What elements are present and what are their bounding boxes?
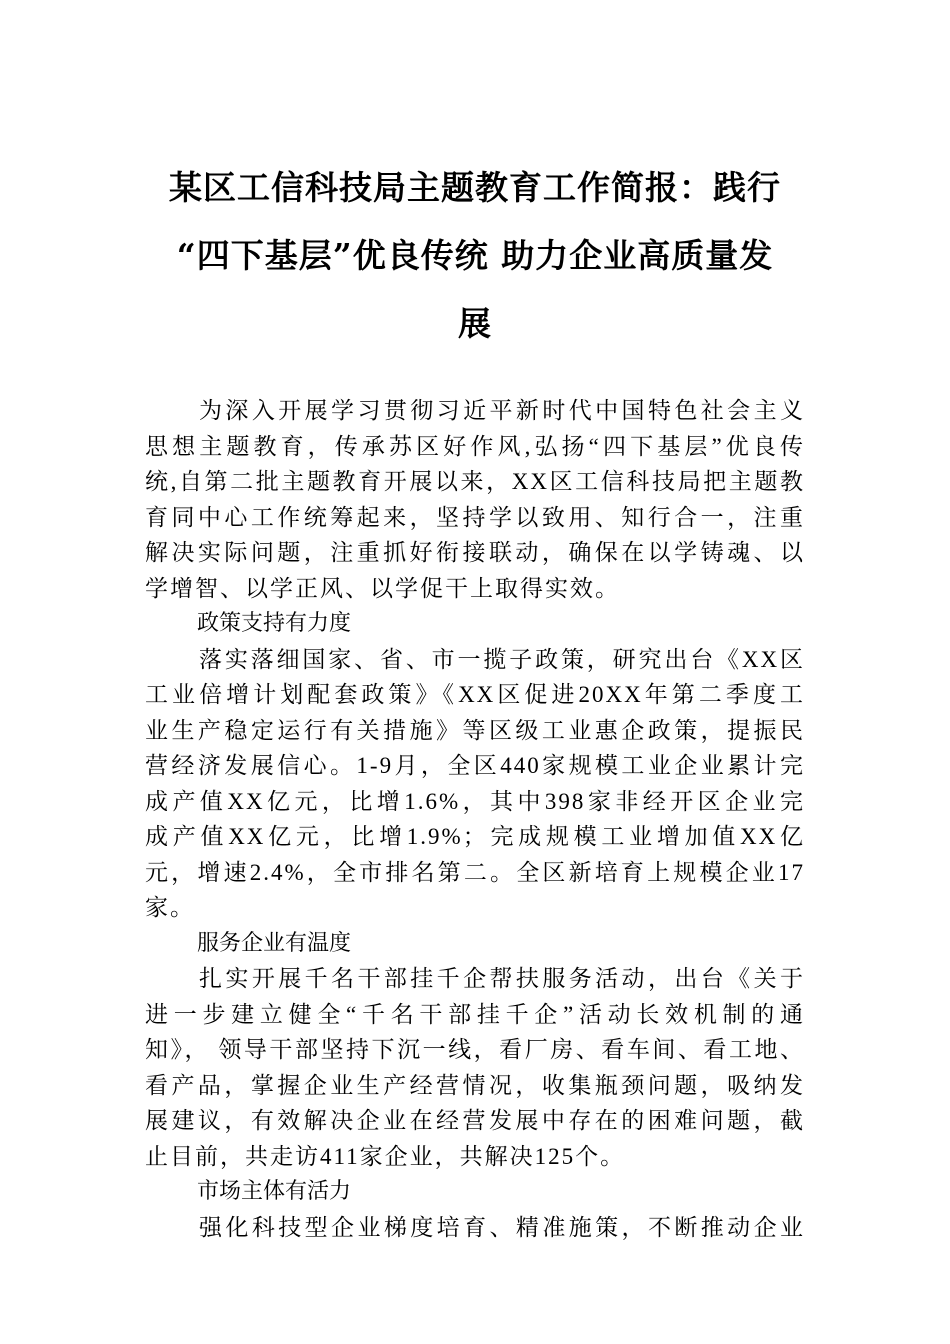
paragraph xyxy=(145,961,805,1174)
paragraph-line: 成产值XX亿元，比增1.9%；完成规模工业增加值XX亿 xyxy=(145,824,805,849)
paragraph-line: 统,自第二批主题教育开展以来，XX区工信科技局把主题教 xyxy=(145,469,805,494)
paragraph-line: 家。 xyxy=(145,895,195,920)
section-heading: 政策支持有力度 xyxy=(197,611,352,636)
paragraph xyxy=(145,393,805,606)
title-line: “四下基层”优良传统 助力企业高质量发 xyxy=(176,236,774,275)
section-heading: 服务企业有温度 xyxy=(197,930,352,956)
paragraph-line: 知》， 领导干部坚持下沉一线，看厂房、看车间、看工地、 xyxy=(145,1037,805,1062)
paragraph-line: 学增智、以学正风、以学促干上取得实效。 xyxy=(145,575,620,601)
title-line: 某区工信科技局主题教育工作简报：践行 xyxy=(169,168,781,207)
paragraph-line: 强化科技型企业梯度培育、精准施策，不断推动企业 xyxy=(199,1214,805,1240)
paragraph-line: 业生产稳定运行有关措施》等区级工业惠企政策，提振民 xyxy=(145,717,805,743)
section-heading: 市场主体有活力 xyxy=(197,1179,352,1204)
document-title xyxy=(120,154,830,358)
paragraph-line: 落实落细国家、省、市一揽子政策，研究出台《XX区 xyxy=(199,646,805,672)
paragraph-line: 育同中心工作统筹起来，坚持学以致用、知行合一，注重 xyxy=(145,504,805,530)
paragraph-line: 营经济发展信心。1-9月，全区440家规模工业企业累计完 xyxy=(145,753,805,778)
paragraph-line: 止目前，共走访411家企业，共解决125个。 xyxy=(145,1143,626,1169)
paragraph-line: 进一步建立健全“千名干部挂千企”活动长效机制的通 xyxy=(145,1001,805,1027)
paragraph-line: 为深入开展学习贯彻习近平新时代中国特色社会主义 xyxy=(199,398,805,423)
paragraph-line: 扎实开展千名干部挂千企帮扶服务活动，出台《关于 xyxy=(199,966,805,991)
paragraph-line: 解决实际问题，注重抓好衔接联动，确保在以学铸魂、以 xyxy=(145,540,805,565)
paragraph-line: 成产值XX亿元，比增1.6%，其中398家非经开区企业完 xyxy=(145,788,805,814)
paragraph xyxy=(145,642,805,926)
paragraph-line: 展建议，有效解决企业在经营发展中存在的困难问题，截 xyxy=(145,1108,805,1133)
paragraph-line: 元，增速2.4%，全市排名第二。全区新培育上规模企业17 xyxy=(145,859,805,885)
title-line: 展 xyxy=(458,304,492,343)
paragraph-line: 看产品，掌握企业生产经营情况，收集瓶颈问题，吸纳发 xyxy=(145,1072,805,1098)
document-body xyxy=(145,393,805,1245)
paragraph xyxy=(145,1210,805,1246)
paragraph-line: 思想主题教育，传承苏区好作风,弘扬“四下基层”优良传 xyxy=(145,433,805,459)
paragraph-line: 工业倍增计划配套政策》《XX区促进20XX年第二季度工 xyxy=(145,682,805,707)
